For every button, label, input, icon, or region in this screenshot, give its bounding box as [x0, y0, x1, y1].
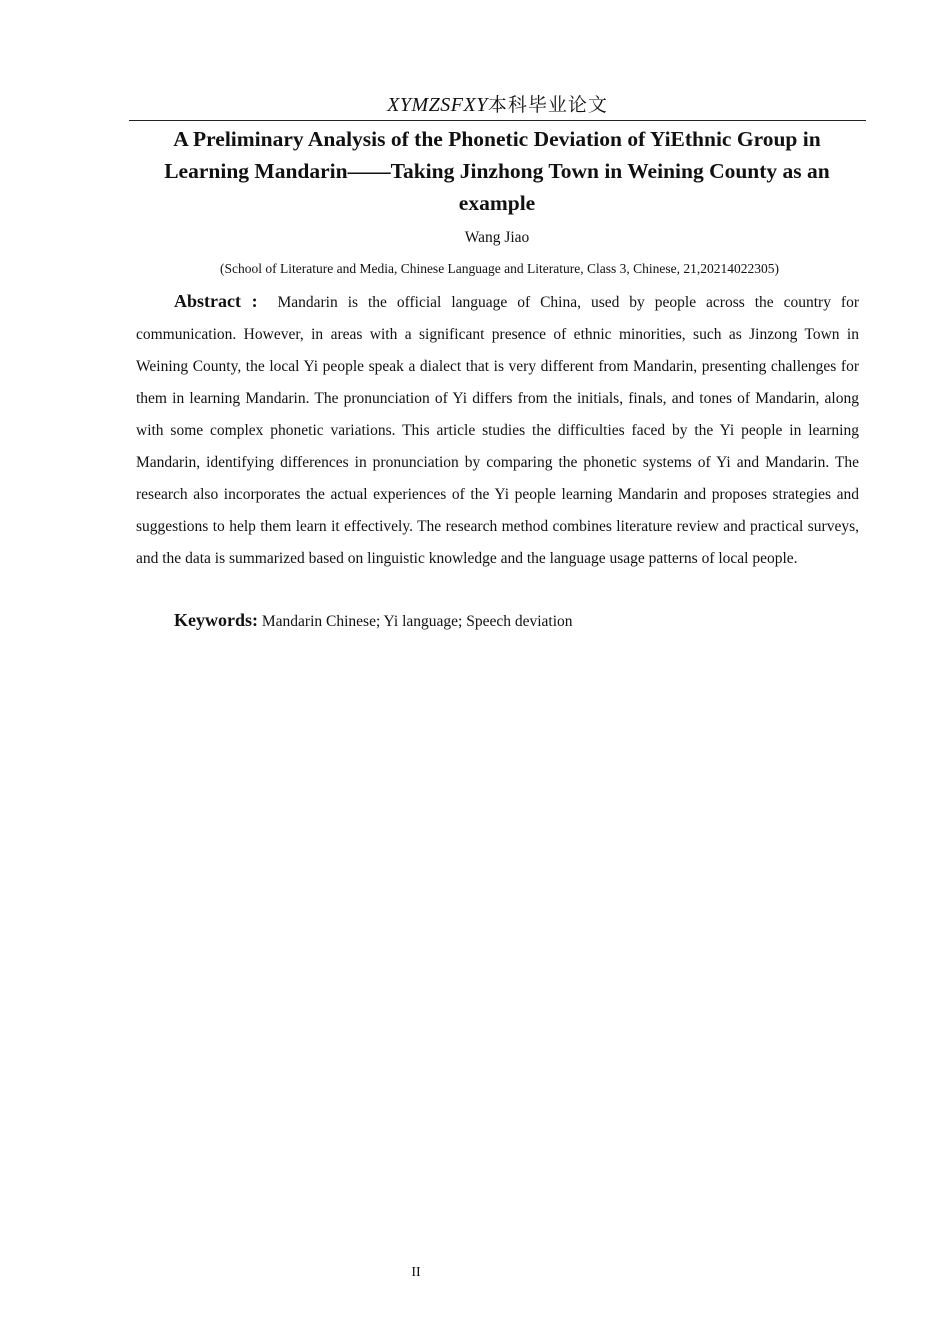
keywords-text: Mandarin Chinese; Yi language; Speech deviation [261, 613, 573, 630]
header-school-code: XYMZSFXY [387, 94, 488, 116]
author-affiliation: (School of Literature and Media, Chinese Language and Literature, Class 3, Chinese, 21,20214022305) [220, 261, 779, 276]
keywords-paragraph [136, 604, 859, 638]
abstract-paragraph [136, 285, 859, 575]
header-divider [129, 120, 866, 121]
page-number: II [411, 1265, 421, 1280]
abstract-label: Abstract : [174, 291, 258, 311]
header-thesis-label: 本科毕业论文 [487, 94, 608, 116]
keywords-label: Keywords: [174, 610, 258, 630]
paper-title: A Preliminary Analysis of the Phonetic Deviation of YiEthnic Group in Learning Mandarin——Taking Jinzhong Town in Weining County as an example [164, 127, 830, 215]
abstract-text: Mandarin is the official language of China, used by people across the country for communication. However, in areas with a significant presence of ethnic minorities, such as Jinzong Town in Weining County, the local Yi people speak a dialect that is very different from Mandarin, presenting challenges for them in learning Mandarin. The pronunciation of Yi differs from the initials, finals, and tones of Mandarin, along with some complex phonetic variations. This article studies the difficulties faced by the Yi people in learning Mandarin, identifying differences in pronunciation by comparing the phonetic systems of Yi and Mandarin. The research also incorporates the actual experiences of the Yi people learning Mandarin and proposes strategies and suggestions to help them learn it effectively. The research method combines literature review and practical surveys, and the data is summarized based on linguistic knowledge and the language usage patterns of local people. [136, 294, 859, 567]
running-header [129, 92, 866, 118]
author-name: Wang Jiao [464, 229, 530, 246]
